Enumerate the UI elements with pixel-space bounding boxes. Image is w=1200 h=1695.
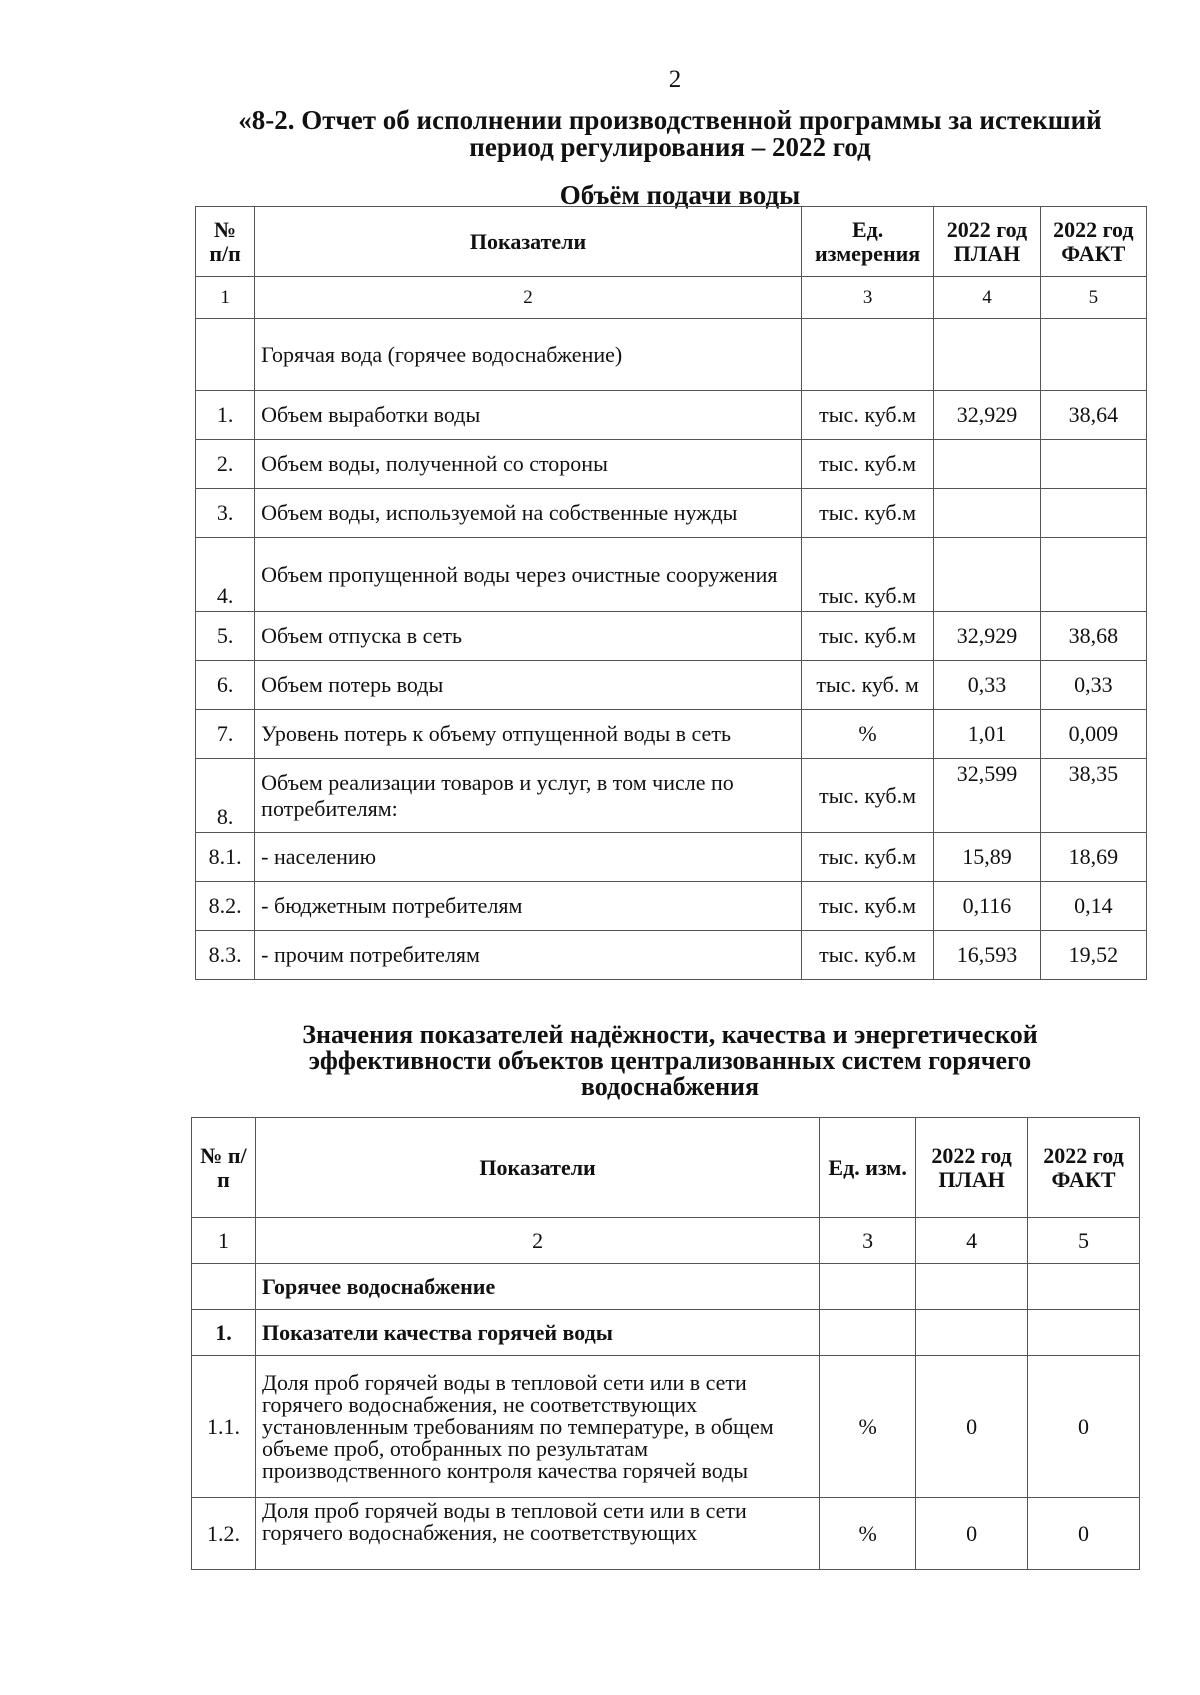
- header-num: № п/п: [192, 1118, 256, 1218]
- row-num: 1.2.: [192, 1498, 256, 1570]
- row-plan: [934, 489, 1040, 538]
- row-name: Объем пропущенной воды через очистные сооружения: [255, 538, 802, 612]
- row-name: Доля проб горячей воды в тепловой сети или в сети горячего водоснабжения, не соответствующих: [255, 1498, 819, 1570]
- table-row: [196, 710, 1147, 759]
- table-row: [196, 833, 1147, 882]
- row-plan: 32,599: [934, 759, 1040, 833]
- row-name: Объем реализации товаров и услуг, в том числе по потребителям:: [255, 759, 802, 833]
- table-row: [192, 1356, 1140, 1498]
- row-fact: [1040, 440, 1146, 489]
- row-name: Объем отпуска в сеть: [255, 612, 802, 661]
- report-heading-line1: «8-2. Отчет об исполнении производственной программы за истекший: [238, 105, 1102, 135]
- row-fact: [1040, 538, 1146, 612]
- row-fact: [1040, 489, 1146, 538]
- section-title: Горячее водоснабжение: [255, 1264, 819, 1310]
- row-fact: 18,69: [1040, 833, 1146, 882]
- table-row: [192, 1498, 1140, 1570]
- row-num: 4.: [196, 538, 255, 612]
- row-unit: %: [820, 1498, 916, 1570]
- row-name: - населению: [255, 833, 802, 882]
- row-plan: 0: [916, 1498, 1028, 1570]
- col-index: 3: [820, 1218, 916, 1264]
- row-unit: тыс. куб.м: [801, 882, 933, 931]
- header-indicator: Показатели: [255, 1118, 819, 1218]
- row-num: 1.: [196, 391, 255, 440]
- table-row: [196, 612, 1147, 661]
- row-fact: 38,35: [1040, 759, 1146, 833]
- row-name: Объем потерь воды: [255, 661, 802, 710]
- report-heading-line2: период регулирования – 2022 год: [469, 132, 871, 162]
- row-name: Объем воды, используемой на собственные нужды: [255, 489, 802, 538]
- row-plan: [934, 538, 1040, 612]
- row-num: 1.: [192, 1310, 256, 1356]
- header-unit: Ед. изм.: [820, 1118, 916, 1218]
- row-plan: 16,593: [934, 931, 1040, 980]
- row-num: 8.2.: [196, 882, 255, 931]
- water-supply-table: [195, 206, 1147, 980]
- table-row: [196, 931, 1147, 980]
- row-unit: %: [820, 1356, 916, 1498]
- column-index-row: [196, 277, 1147, 319]
- row-unit: тыс. куб.м: [801, 931, 933, 980]
- row-unit: тыс. куб.м: [801, 612, 933, 661]
- row-unit: %: [801, 710, 933, 759]
- page-number: 2: [668, 66, 682, 93]
- report-heading: [205, 107, 1135, 161]
- table-row: [196, 538, 1147, 612]
- row-unit: тыс. куб.м: [801, 538, 933, 612]
- row-num: 5.: [196, 612, 255, 661]
- col-index: 3: [801, 277, 933, 319]
- row-fact: 38,68: [1040, 612, 1146, 661]
- section-row: [192, 1264, 1140, 1310]
- col-index: 5: [1040, 277, 1146, 319]
- reliability-indicators-table: [191, 1117, 1140, 1570]
- row-fact: 0: [1028, 1498, 1140, 1570]
- row-plan: 15,89: [934, 833, 1040, 882]
- table-row: [196, 661, 1147, 710]
- col-index: 5: [1028, 1218, 1140, 1264]
- row-unit: тыс. куб.м: [801, 833, 933, 882]
- table-header-row: [192, 1118, 1140, 1218]
- row-num: 3.: [196, 489, 255, 538]
- row-plan: 0,33: [934, 661, 1040, 710]
- col-index: 2: [255, 1218, 819, 1264]
- row-name: Объем выработки воды: [255, 391, 802, 440]
- row-plan: 1,01: [934, 710, 1040, 759]
- table-row: [196, 440, 1147, 489]
- header-num: № п/п: [196, 207, 255, 277]
- row-unit: тыс. куб.м: [801, 489, 933, 538]
- row-plan: [934, 440, 1040, 489]
- column-index-row: [192, 1218, 1140, 1264]
- row-num: 8.: [196, 759, 255, 833]
- table-row: [196, 882, 1147, 931]
- row-num: 8.3.: [196, 931, 255, 980]
- row-name: Доля проб горячей воды в тепловой сети или в сети горячего водоснабжения, не соответствующих установленным требованиям по температуре, в общем объеме проб, отобранных по результатам производственного контроля качества горячей воды: [255, 1356, 819, 1498]
- row-num: 1.1.: [192, 1356, 256, 1498]
- row-unit: тыс. куб.м: [801, 759, 933, 833]
- header-plan: 2022 год ПЛАН: [916, 1118, 1028, 1218]
- row-name: Показатели качества горячей воды: [255, 1310, 819, 1356]
- row-num: 7.: [196, 710, 255, 759]
- row-name: Уровень потерь к объему отпущенной воды в сеть: [255, 710, 802, 759]
- table-row: [196, 489, 1147, 538]
- header-plan: 2022 год ПЛАН: [934, 207, 1040, 277]
- row-unit: тыс. куб.м: [801, 440, 933, 489]
- row-plan: [916, 1310, 1028, 1356]
- col-index: 2: [255, 277, 802, 319]
- row-name: - прочим потребителям: [255, 931, 802, 980]
- col-index: 4: [934, 277, 1040, 319]
- row-plan: 0,116: [934, 882, 1040, 931]
- row-fact: [1028, 1310, 1140, 1356]
- row-unit: тыс. куб.м: [801, 391, 933, 440]
- header-unit: Ед. измерения: [801, 207, 933, 277]
- row-name: - бюджетным потребителям: [255, 882, 802, 931]
- table-row: [192, 1310, 1140, 1356]
- row-fact: 19,52: [1040, 931, 1146, 980]
- col-index: 1: [192, 1218, 256, 1264]
- row-name: Объем воды, полученной со стороны: [255, 440, 802, 489]
- row-unit: [820, 1310, 916, 1356]
- row-fact: 0: [1028, 1356, 1140, 1498]
- table1-caption: Объём подачи воды: [559, 180, 801, 210]
- section-row: [196, 319, 1147, 391]
- header-indicator: Показатели: [255, 207, 802, 277]
- row-num: 2.: [196, 440, 255, 489]
- col-index: 1: [196, 277, 255, 319]
- section-title: Горячая вода (горячее водоснабжение): [255, 319, 802, 391]
- col-index: 4: [916, 1218, 1028, 1264]
- row-fact: 0,33: [1040, 661, 1146, 710]
- header-fact: 2022 год ФАКТ: [1028, 1118, 1140, 1218]
- header-fact: 2022 год ФАКТ: [1040, 207, 1146, 277]
- table-row: [196, 391, 1147, 440]
- table-row: [196, 759, 1147, 833]
- row-fact: 38,64: [1040, 391, 1146, 440]
- table-header-row: [196, 207, 1147, 277]
- table2-caption: Значения показателей надёжности, качества и энергетической эффективности объектов централизованных систем горячего водоснабжения: [302, 1020, 1038, 1101]
- row-plan: 32,929: [934, 391, 1040, 440]
- row-num: 6.: [196, 661, 255, 710]
- row-plan: 32,929: [934, 612, 1040, 661]
- row-unit: тыс. куб. м: [801, 661, 933, 710]
- row-fact: 0,14: [1040, 882, 1146, 931]
- row-fact: 0,009: [1040, 710, 1146, 759]
- row-plan: 0: [916, 1356, 1028, 1498]
- row-num: 8.1.: [196, 833, 255, 882]
